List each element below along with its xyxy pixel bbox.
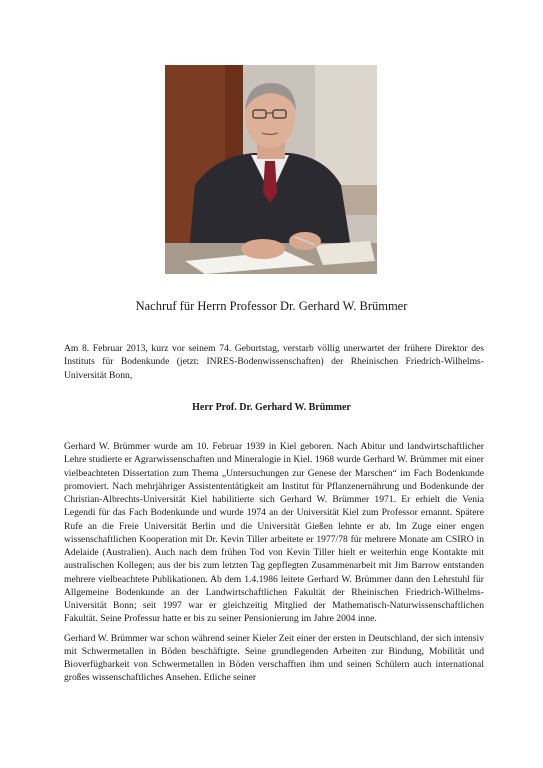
intro-paragraph: Am 8. Februar 2013, kurz vor seinem 74. Geburtstag, verstarb völlig unerwartet der frühere Direktor des Instituts für Bodenkunde (jetzt: INRES-Bodenwissenschaften) der Rheinischen Friedrich-Wilhelms-Universität Bonn, — [64, 343, 484, 381]
biography-paragraph: Gerhard W. Brümmer wurde am 10. Februar 1939 in Kiel geboren. Nach Abitur und landwirtschaftlicher Lehre studierte er Agrarwissenschaften und Mineralogie in Kiel. 1968 wurde Gerhard W. Brümmer mit einer vielbeachteten Dissertation zum Thema „Untersuchungen zur Genese der Marschen“ im Fach Bodenkunde promoviert. Nach mehrjähriger Assistententätigkeit am Institut für Pflanzenernährung und Bodenkunde der Christian-Albrechts-Universität Kiel habilitierte sich Gerhard W. Brümmer 1971. Er erhielt die Venia Legendi für das Fach Bodenkunde und wurde 1974 an der Universität Kiel zum Professor ernannt. Spätere Rufe an die Freie Universität Berlin und die Universität Gießen lehnte er ab. Im Zuge einer engen wissenschaftlichen Kooperation mit Dr. Kevin Tiller arbeitete er 1977/78 für mehrere Monate am CSIRO in Adelaide (Australien). Auch nach dem frühen Tod von Kevin Tiller hielt er weiterhin enge Kontakte mit australischen Kollegen; aus der bis zum letzten Tag gepflegten Zusammenarbeit mit Jim Barrow entstanden mehrere vielbeachtete Publikationen. Ab dem 1.4.1986 leitete Gerhard W. Brümmer dann den Lehrstuhl für Allgemeine Bodenkunde an der Landwirtschaftlichen Fakultät der Rheinischen Friedrich-Wilhelms-Universität Bonn; seit 1997 war er gleichzeitig Mitglied der Mathematisch-Naturwissenschaftlichen Fakultät. Seine Professur hatte er bis zu seiner Pensionierung im Jahre 2004 inne. — [64, 441, 484, 625]
portrait-photo — [165, 65, 377, 274]
name-heading: Herr Prof. Dr. Gerhard W. Brümmer — [192, 402, 351, 413]
obituary-title: Nachruf für Herrn Professor Dr. Gerhard W. Brümmer — [135, 299, 408, 313]
portrait-illustration — [165, 65, 377, 274]
research-paragraph: Gerhard W. Brümmer war schon während seiner Kieler Zeit einer der ersten in Deutschland, der sich intensiv mit Schwermetallen in Böden beschäftigte. Seine grundlegenden Arbeiten zur Bindung, Mobilität und Bioverfügbarkeit von Schwermetallen in Böden verschafften ihm und seinen Schülern auch international großes wissenschaftliches Ansehen. Etliche seiner — [64, 632, 484, 684]
body-text — [64, 440, 484, 691]
